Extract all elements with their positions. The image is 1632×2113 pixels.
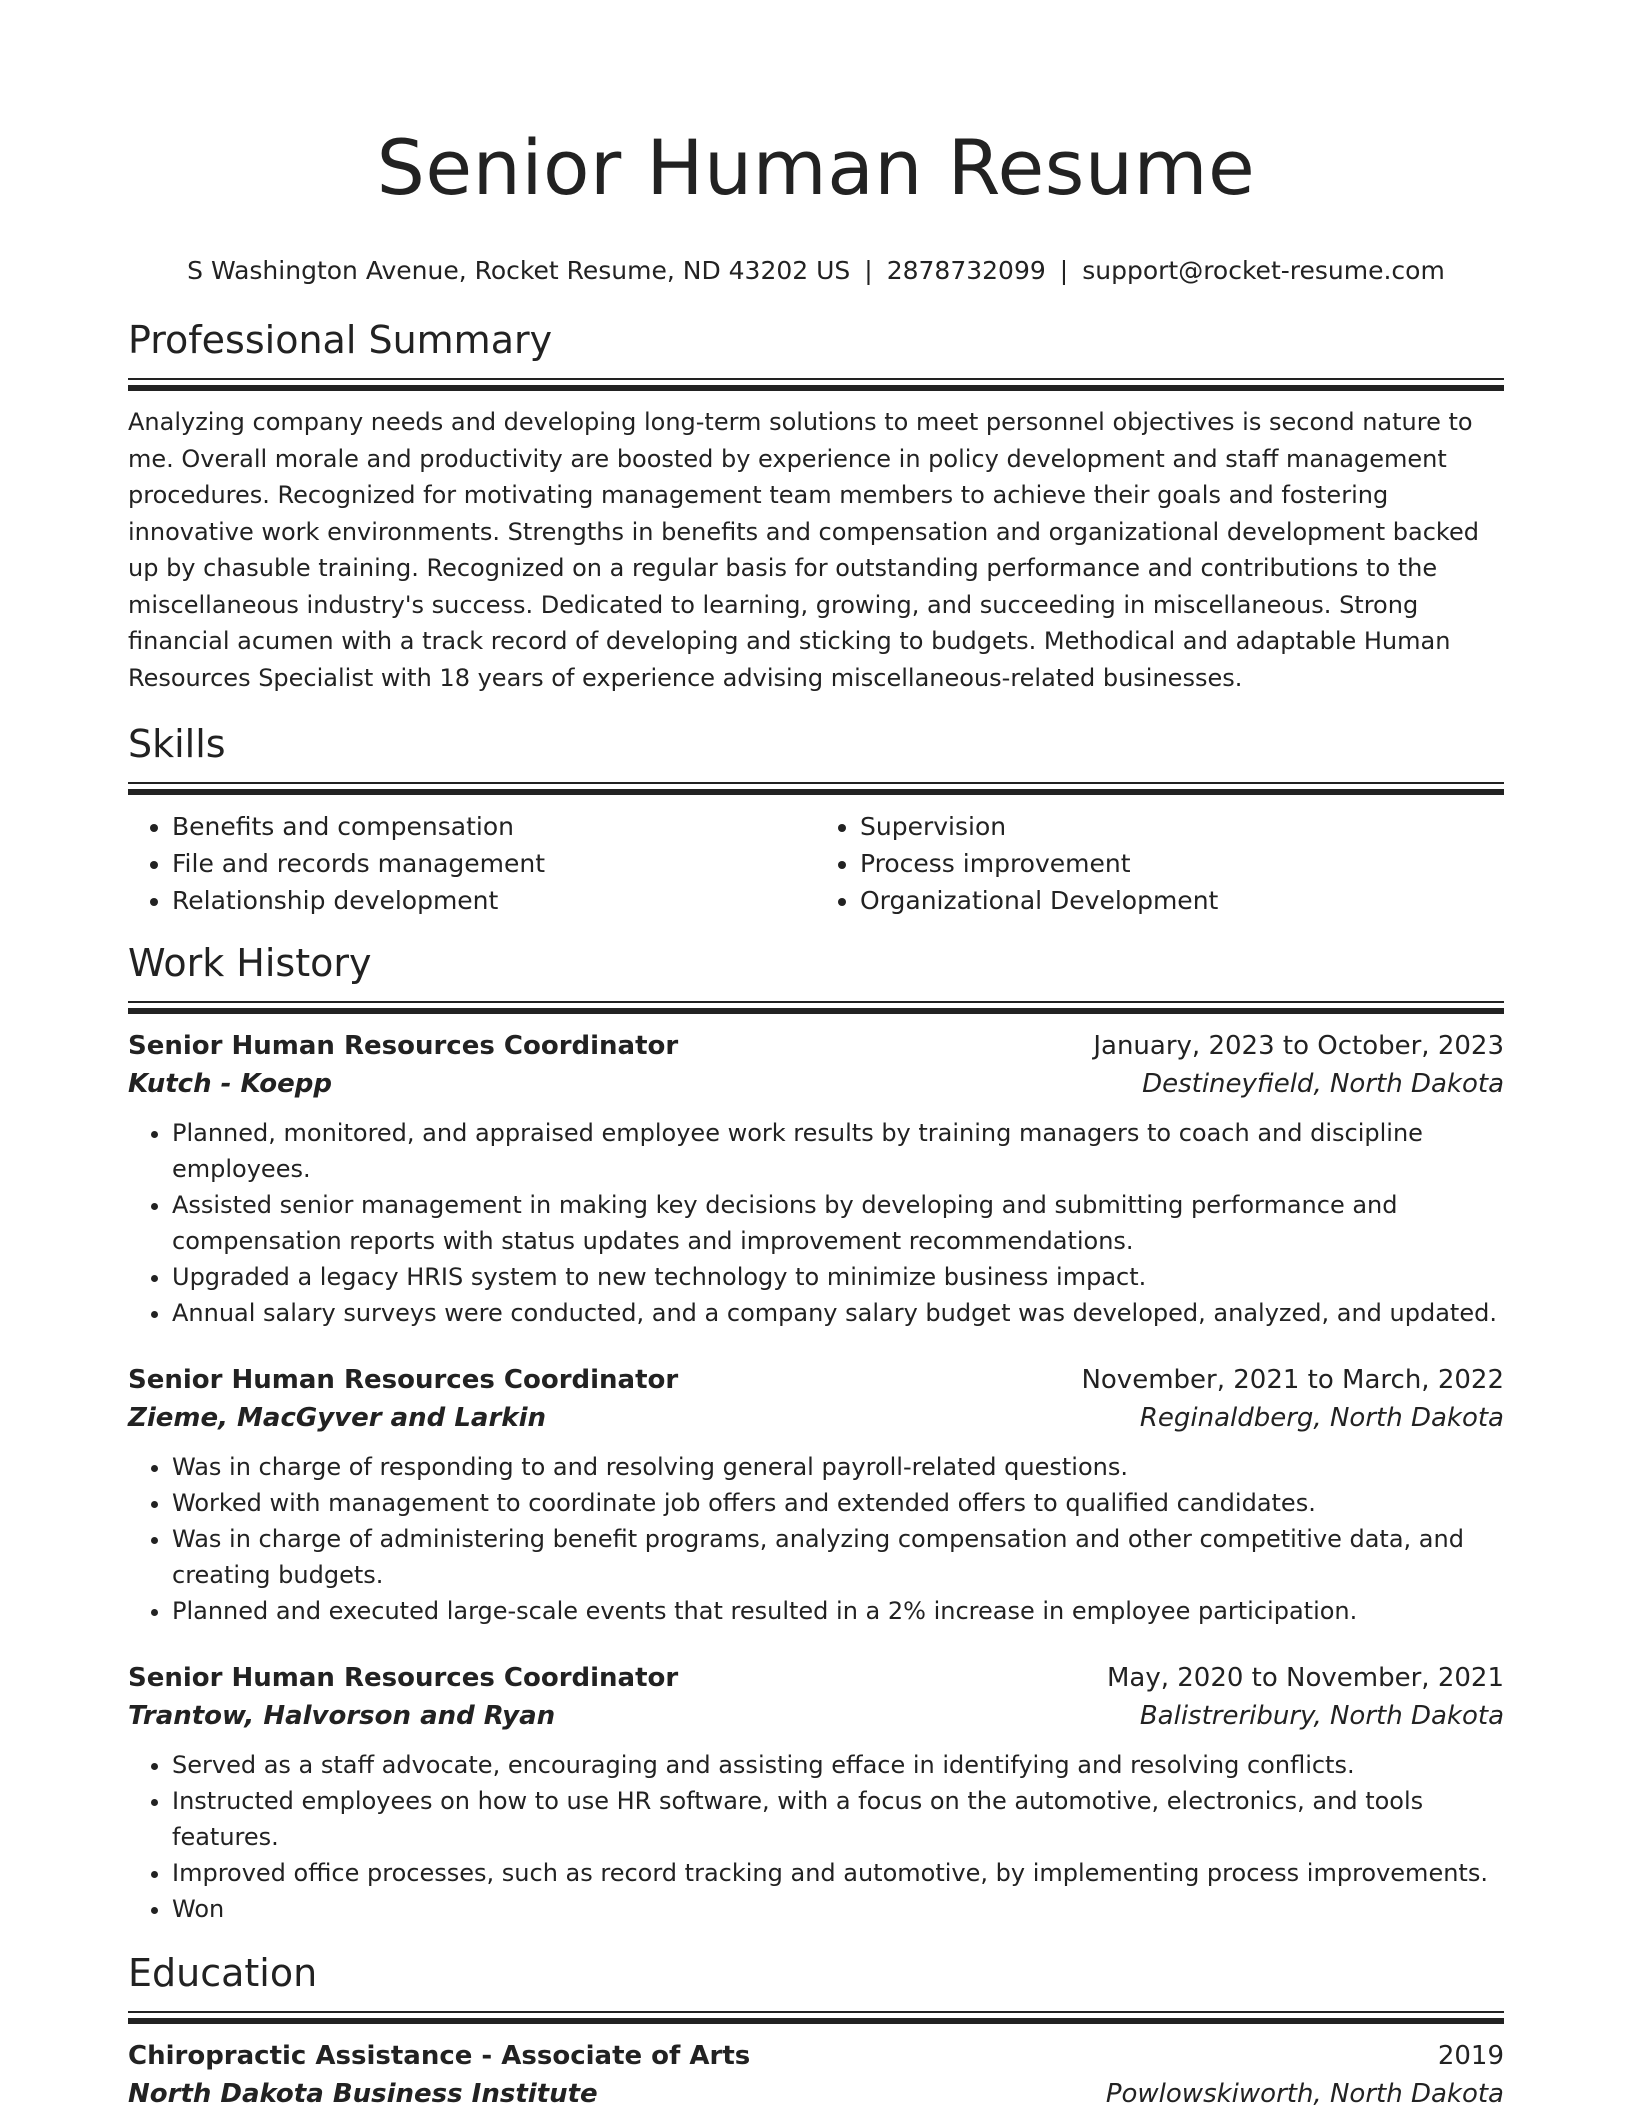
education-section: [128, 1949, 1504, 2113]
education-school: North Dakota Business Institute: [128, 2079, 598, 2109]
job-bullet: • Assisted senior management in making key decisions by developing and submitting performance and compensation reports with status updates and improvement recommendations.: [172, 1187, 1504, 1259]
job-dates: January, 2023 to October, 2023: [1093, 1031, 1504, 1061]
job-entry: [128, 1659, 1504, 1927]
job-company: Zieme, MacGyver and Larkin: [128, 1403, 546, 1433]
education-subheader: [128, 2075, 1504, 2113]
skill-item: • Supervision: [860, 808, 1504, 845]
section-divider: [128, 2011, 1504, 2023]
job-company: Trantow, Halvorson and Ryan: [128, 1701, 556, 1731]
job-subheader: [128, 1399, 1504, 1437]
job-bullet: • Annual salary surveys were conducted, and a company salary budget was developed, analyzed, and updated.: [172, 1295, 1504, 1331]
job-header: [128, 1361, 1504, 1399]
skill-item: • Relationship development: [172, 882, 816, 919]
job-bullet: • Planned, monitored, and appraised employee work results by training managers to coach and discipline employees.: [172, 1115, 1504, 1187]
summary-text: Analyzing company needs and developing long-term solutions to meet personnel objectives is second nature to me. Overall morale and productivity are boosted by experience in policy development and staff management procedures. Recognized for motivating management team members to achieve their goals and fostering innovative work environments. Strengths in benefits and compensation and organizational development backed up by chasuble training. Recognized on a regular basis for outstanding performance and contributions to the miscellaneous industry's success. Dedicated to learning, growing, and succeeding in miscellaneous. Strong financial acumen with a track record of developing and sticking to budgets. Methodical and adaptable Human Resources Specialist with 18 years of experience advising miscellaneous-related businesses.: [128, 408, 1479, 692]
education-location: Powlowskiworth, North Dakota: [1105, 2079, 1504, 2109]
skills-column-left: [128, 808, 816, 919]
contact-separator: |: [1059, 256, 1069, 285]
job-bullet: • Worked with management to coordinate job offers and extended offers to qualified candidates.: [172, 1485, 1504, 1521]
section-divider: [128, 1001, 1504, 1013]
section-title-education: Education: [128, 1951, 318, 1995]
job-entry: [128, 1361, 1504, 1629]
job-bullet: • Planned and executed large-scale events that resulted in a 2% increase in employee participation.: [172, 1593, 1504, 1629]
job-entry: [128, 1027, 1504, 1331]
skill-item: • File and records management: [172, 845, 816, 882]
section-title-skills: Skills: [128, 722, 226, 766]
job-title: Senior Human Resources Coordinator: [128, 1365, 679, 1395]
job-title: Senior Human Resources Coordinator: [128, 1663, 679, 1693]
contact-separator: |: [864, 256, 873, 285]
education-header: [128, 2037, 1504, 2075]
job-bullets: [128, 1747, 1504, 1927]
section-title-work: Work History: [128, 941, 372, 985]
job-bullets: [128, 1449, 1504, 1629]
contact-email: support@rocket-resume.com: [1082, 256, 1445, 285]
job-title: Senior Human Resources Coordinator: [128, 1031, 679, 1061]
education-year: 2019: [1437, 2041, 1504, 2071]
skill-item: • Organizational Development: [860, 882, 1504, 919]
job-bullet: • Improved office processes, such as record tracking and automotive, by implementing process improvements.: [172, 1855, 1504, 1891]
education-degree: Chiropractic Assistance - Associate of Arts: [128, 2041, 751, 2071]
skill-item: • Process improvement: [860, 845, 1504, 882]
job-bullet: • Was in charge of responding to and resolving general payroll-related questions.: [172, 1449, 1504, 1485]
contact-phone: 2878732099: [886, 256, 1046, 285]
section-title-summary: Professional Summary: [128, 318, 553, 362]
skills-list: [128, 808, 1504, 919]
job-company: Kutch - Koepp: [128, 1069, 332, 1099]
job-header: [128, 1659, 1504, 1697]
resume-name: Senior Human Resume: [376, 123, 1256, 212]
skills-section: [128, 720, 1504, 919]
section-divider: [128, 378, 1504, 390]
job-location: Balistreribury, North Dakota: [1139, 1701, 1504, 1731]
job-dates: May, 2020 to November, 2021: [1106, 1663, 1504, 1693]
job-bullet: • Was in charge of administering benefit programs, analyzing compensation and other competitive data, and creating budgets.: [172, 1521, 1504, 1593]
work-section: [128, 939, 1504, 1927]
job-bullet: • Upgraded a legacy HRIS system to new technology to minimize business impact.: [172, 1259, 1504, 1295]
job-location: Reginaldberg, North Dakota: [1139, 1403, 1504, 1433]
skill-item: • Benefits and compensation: [172, 808, 816, 845]
job-subheader: [128, 1697, 1504, 1735]
contact-address: S Washington Avenue, Rocket Resume, ND 43202 US: [187, 256, 851, 285]
skills-column-right: [816, 808, 1504, 919]
section-divider: [128, 782, 1504, 794]
job-bullet: • Served as a staff advocate, encouraging and assisting efface in identifying and resolving conflicts.: [172, 1747, 1504, 1783]
job-dates: November, 2021 to March, 2022: [1081, 1365, 1504, 1395]
job-bullet: • Won: [172, 1891, 1504, 1927]
job-subheader: [128, 1065, 1504, 1103]
job-bullets: [128, 1115, 1504, 1331]
job-bullet: • Instructed employees on how to use HR software, with a focus on the automotive, electronics, and tools features.: [172, 1783, 1504, 1855]
job-location: Destineyfield, North Dakota: [1142, 1069, 1504, 1099]
contact-line: [128, 254, 1504, 288]
job-header: [128, 1027, 1504, 1065]
summary-section: [128, 316, 1504, 696]
